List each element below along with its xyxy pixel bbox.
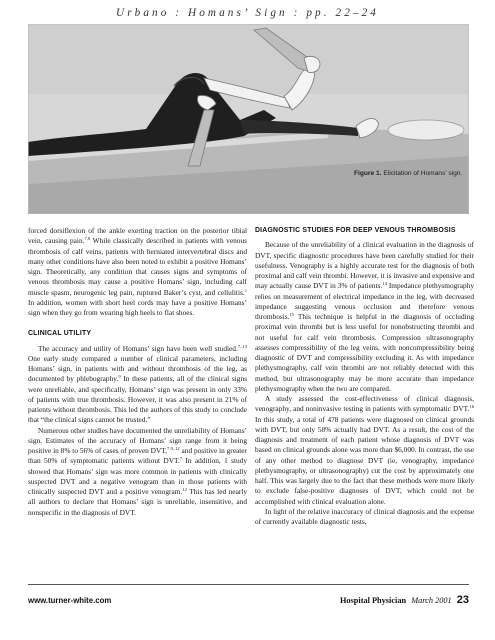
left-paragraph-1: forced dorsiflexion of the ankle exerting traction on the posterior tibial vein, causing pain.$^{7,8}$ While classically described in patients with venous thrombosis of calf veins, patients with herniated intervertebral discs and many other conditions have also been noted to exhibit a positive Homans’ sign. Theoretically, any condition that causes signs and symptoms of venous thrombosis may cause a positive Homans’ sign, including calf muscle spasm, neurogenic leg pain, ruptured Baker’s cyst, and cellulitis.$^1$ In addition, women with short heel cords may have a positive Homans’ sign when they go from wearing high heels to flat shoes. — [28, 226, 247, 317]
caption-label: Figure 1. — [354, 170, 382, 177]
right-paragraph-2: A study assessed the cost-effectiveness of clinical diagnosis, venography, and noninvasive testing in patients with symptomatic DVT.$^{16}$ In this study, a total of 478 patients were diagnosed on clinical grounds with DVT, but only 58% actually had DVT. As a result, the cost of the diagnosis and treatment of each patient whose diagnosis of DVT was based on clinical grounds alone was more than $6,000. In contrast, the use of any other method to diagnose DVT (ie, venography, impedance plethysmography, or ultrasonography) cut the cost by approximately one half. This was largely due to the fact that these methods were more likely to exclude false-positive diagnoses of DVT, which could not be accomplished with clinical evaluation alone. — [255, 394, 474, 506]
left-column — [28, 226, 247, 518]
running-head: Urbano : Homans’ Sign : pp. 22–24 — [116, 7, 379, 19]
footer-journal: Hospital Physician — [339, 596, 407, 605]
footer-page-number: 23 — [456, 594, 469, 606]
right-paragraph-3: In light of the relative inaccuracy of clinical diagnosis and the expense of currently available diagnostic tests, — [255, 506, 474, 526]
figure-caption — [354, 170, 484, 177]
section-heading-clinical-utility: CLINICAL UTILITY — [28, 330, 92, 338]
homans-sign-illustration — [28, 24, 469, 214]
figure-illustration — [28, 24, 469, 214]
footer-url[interactable]: www.turner-white.com — [28, 596, 112, 605]
right-paragraph-1: Because of the unreliability of a clinical evaluation in the diagnosis of DVT, specific diagnostic procedures have been carefully studied for their usefulness. Venography is a highly accurate test for the diagnosis of both proximal and calf vein thrombi. However, it is invasive and expensive and may actually cause DVT in 3% of patients.$^{14}$ Impedance plethysmography relies on measurement of electrical impedance in the leg, with decreased impedance suggesting venous occlusion and therefore venous thrombosis.$^{15}$ This technique is helpful in the diagnosis of occluding proximal vein thrombi but is less useful for nonobstructing thrombi and not useful for calf vein thrombosis. Compression ultrasonography assesses compressibility of the leg veins, with noncompressibility being diagnostic of DVT and compressibility excluding it. As with impedance plethysmography, calf vein thrombi are not reliably detected with this method, but ultrasonography may be more accurate than impedance plethysmography when the two are compared. — [255, 240, 475, 393]
section-heading-diagnostic-studies: DIAGNOSTIC STUDIES FOR DEEP VENOUS THROMBOSIS — [255, 227, 456, 234]
footer-rule — [28, 584, 469, 585]
caption-text: Elicitation of Homans’ sign. — [383, 170, 463, 177]
left-paragraph-2: The accuracy and utility of Homans’ sign have been well studied.$^{7-13}$ One early study compared a number of clinical parameters, including Homans’ sign, in patients with and without thrombosis of the leg, as documented by phlebography.$^9$ In these patients, all of the clinical signs were unreliable, and specifically, Homans’ sign was present in only 33% of patients with true thrombosis. However, it was also present in 21% of patients without thrombosis. This led the authors of this study to conclude that “the clinical signs cannot be trusted.” — [28, 343, 247, 425]
right-column — [255, 226, 474, 527]
left-paragraph-3: Numerous other studies have documented the unreliability of Homans’ sign. Estimates of the accuracy of Homans’ sign range from it being positive in 8% to 56% of cases of proven DVT,$^{7,9-12}$ and positive in greater than 50% of symptomatic patients without DVT.$^7$ In addition, 1 study showed that Homans’ sign was more common in patients with clinically suspected DVT and a negative venogram than in those patients with clinically suspected DVT and a positive venogram.$^{12}$ This has led nearly all authors to declare that Homans’ sign is unreliable, insensitive, and nonspecific in the diagnosis of DVT. — [28, 425, 248, 517]
footer-journal-info — [340, 594, 469, 606]
footer-date: March 2001 — [411, 596, 452, 605]
